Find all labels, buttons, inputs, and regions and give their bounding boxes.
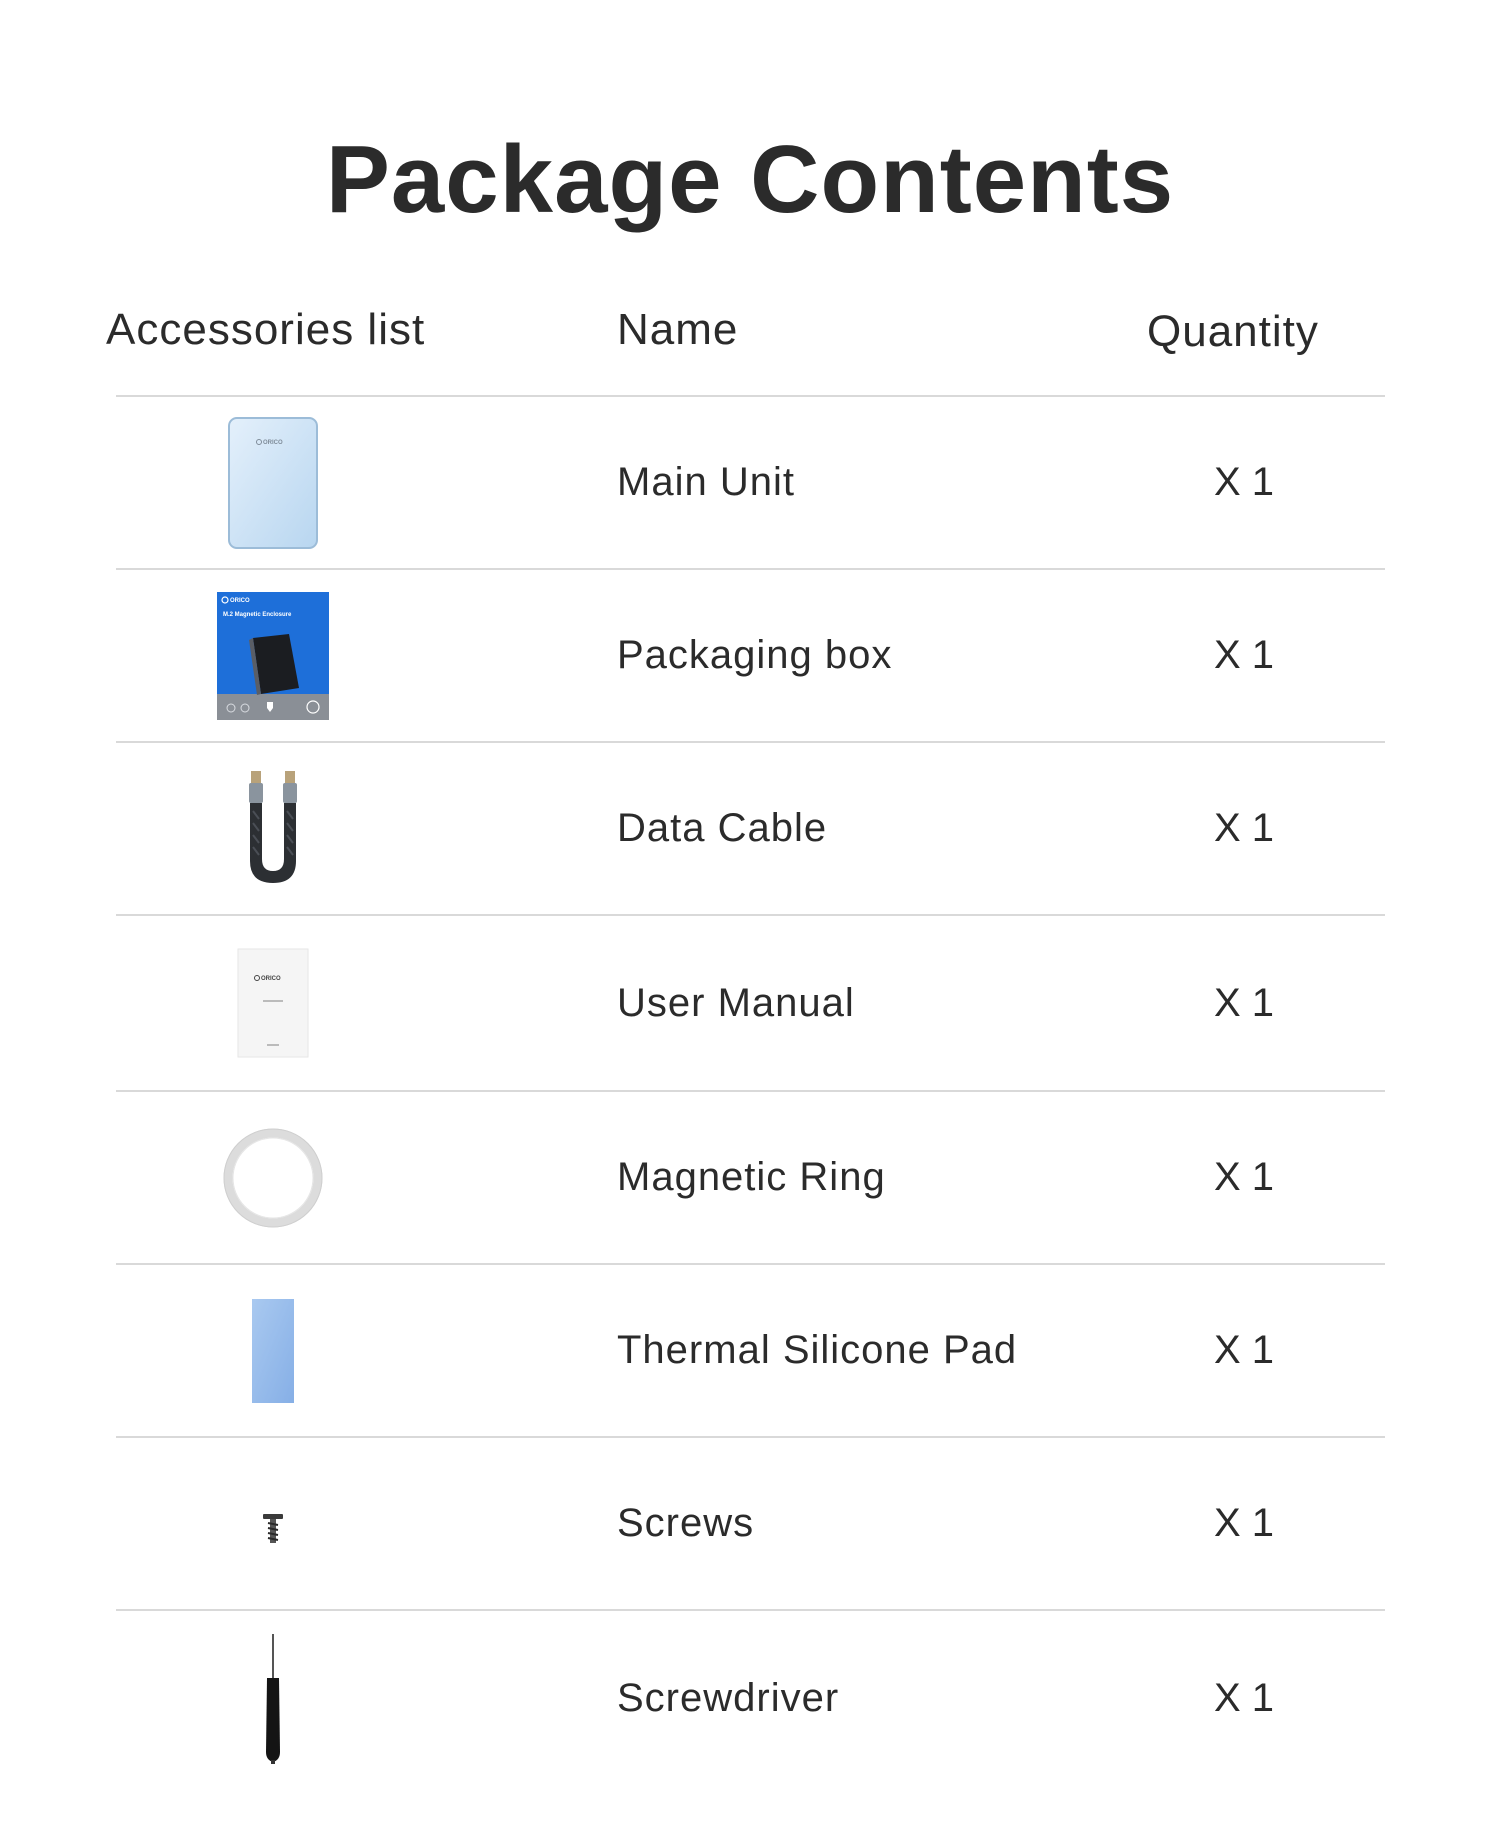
table-row [116, 916, 1385, 1092]
header-accessories-list: Accessories list [106, 305, 426, 354]
item-name: Thermal Silicone Pad [617, 1328, 1018, 1372]
table-header [0, 300, 1500, 360]
svg-text:ORICO: ORICO [261, 976, 281, 982]
item-name: Data Cable [617, 806, 828, 850]
data-cable-icon [202, 743, 344, 914]
item-quantity: X 1 [1214, 806, 1275, 850]
item-name: Screws [617, 1501, 755, 1545]
page-title: Package Contents [325, 126, 1175, 233]
table-row [116, 570, 1385, 743]
table-row [116, 1265, 1385, 1438]
item-quantity: X 1 [1214, 460, 1275, 504]
item-name: Main Unit [617, 460, 795, 504]
accessories-table [116, 395, 1385, 1786]
brand-logo-text: ORICO [263, 439, 283, 446]
item-quantity: X 1 [1214, 1155, 1275, 1199]
header-quantity: Quantity [1147, 307, 1319, 356]
screw-icon [202, 1438, 344, 1609]
item-name: Packaging box [617, 633, 893, 677]
table-row [116, 743, 1385, 916]
item-name: Screwdriver [617, 1676, 840, 1720]
user-manual-icon [202, 916, 344, 1090]
table-row [116, 1438, 1385, 1611]
item-name: User Manual [617, 980, 855, 1025]
header-name: Name [617, 305, 739, 354]
item-name: Magnetic Ring [617, 1155, 886, 1199]
magnetic-ring-icon [202, 1092, 344, 1263]
table-row [116, 1092, 1385, 1265]
main-unit-icon [202, 397, 344, 568]
table-row [116, 397, 1385, 570]
item-quantity: X 1 [1214, 1328, 1275, 1372]
packaging-box-icon [202, 570, 344, 741]
item-quantity: X 1 [1214, 980, 1275, 1025]
svg-text:M.2 Magnetic Enclosure: M.2 Magnetic Enclosure [223, 611, 292, 618]
thermal-pad-icon [202, 1265, 344, 1436]
item-quantity: X 1 [1214, 633, 1275, 677]
table-row [116, 1611, 1385, 1786]
svg-text:ORICO: ORICO [230, 597, 250, 604]
item-quantity: X 1 [1214, 1676, 1275, 1720]
screwdriver-icon [202, 1611, 344, 1786]
item-quantity: X 1 [1214, 1501, 1275, 1545]
